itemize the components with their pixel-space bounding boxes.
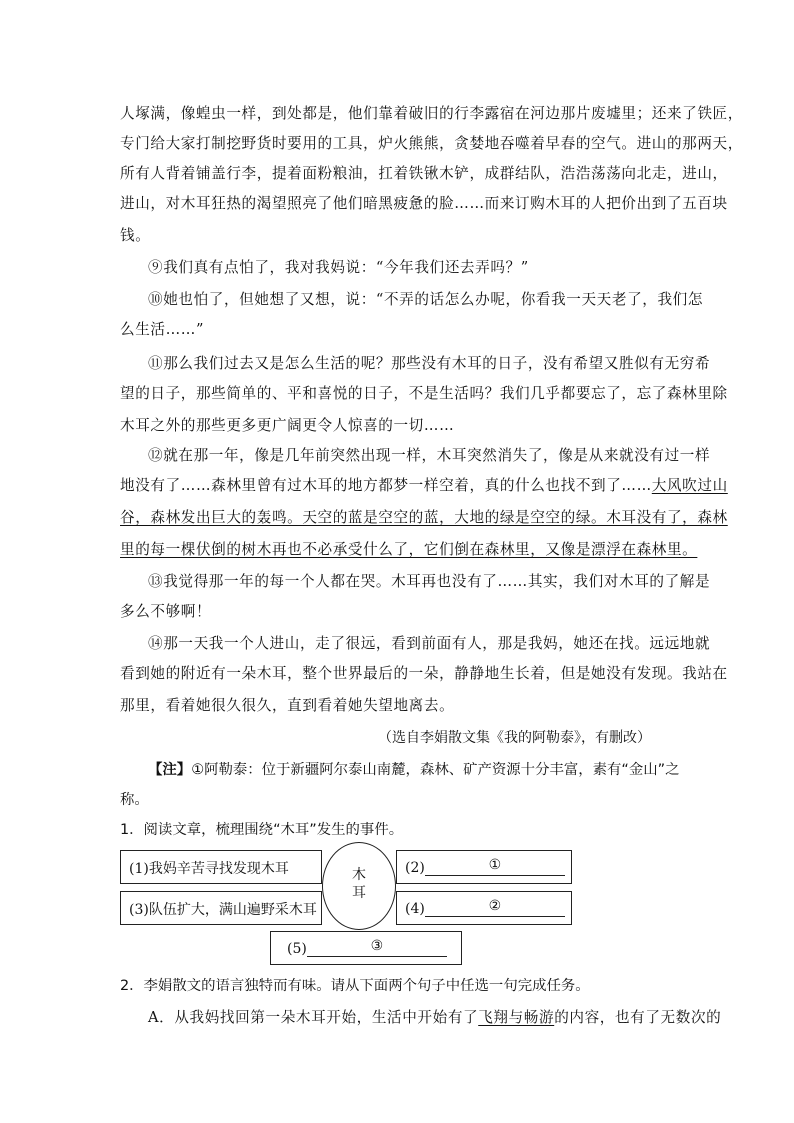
passage-line: 专门给大家打制挖野货时要用的工具，炉火熊熊，贪婪地吞噬着早春的空气。进山的那两天， bbox=[120, 135, 743, 152]
paragraph-10-cont: 么生活……” bbox=[120, 321, 205, 338]
paragraph-14-cont: 那里，看着她很久很久，直到看着她失望地离去。 bbox=[120, 697, 455, 714]
event-box-answer bbox=[405, 857, 565, 876]
answer-blank-3[interactable]: ③ bbox=[307, 938, 447, 957]
answer-blank-2[interactable]: ② bbox=[425, 898, 565, 917]
box-label: (5) bbox=[287, 941, 307, 957]
passage-line: 人塚满，像蝗虫一样，到处都是，他们靠着破旧的行李露宿在河边那片废墟里；还来了铁匠， bbox=[120, 105, 743, 122]
plain-text: 地没有了……森林里曾有过木耳的地方都梦一样空着，真的什么也找不到了…… bbox=[120, 477, 652, 494]
event-box-2 bbox=[396, 850, 572, 884]
paragraph-13-cont: 多么不够啊！ bbox=[120, 603, 212, 620]
paragraph-12: ⑫就在那一年，像是几年前突然出现一样，木耳突然消失了，像是从来就没有过一样 bbox=[148, 447, 711, 464]
footnote-label: 【注】 bbox=[148, 762, 192, 778]
event-box-4 bbox=[396, 891, 572, 925]
center-circle bbox=[322, 842, 396, 930]
paragraph-11-cont: 望的日子，那些简单的、平和喜悦的日子，不是生活吗？我们几乎都要忘了，忘了森林里除 bbox=[120, 385, 728, 402]
option-a bbox=[148, 1008, 721, 1028]
paragraph-10: ⑩她也怕了，但她想了又想，说：“不弄的话怎么办呢，你看我一天天老了，我们怎 bbox=[148, 291, 704, 308]
footnote-text: ①阿勒泰：位于新疆阿尔泰山南麓，森林、矿产资源十分丰富，素有“金山”之 bbox=[191, 762, 680, 778]
passage-line: 钱。 bbox=[120, 227, 151, 244]
paragraph-11-cont: 木耳之外的那些更多更广阔更令人惊喜的一切…… bbox=[120, 417, 455, 434]
paragraph-14-cont: 看到她的附近有一朵木耳，整个世界最后的一朵，静静地生长着，但是她没有发现。我站在 bbox=[120, 665, 728, 682]
option-a-text: 的内容，也有了无数次的 bbox=[554, 1009, 722, 1026]
circle-char: 耳 bbox=[352, 885, 366, 901]
underlined-sentence: 谷，森林发出巨大的轰鸣。天空的蓝是空空的蓝，大地的绿是空空的绿。木耳没有了，森林 bbox=[120, 509, 728, 526]
event-box-5 bbox=[270, 931, 462, 965]
paragraph-14: ⑭那一天我一个人进山，走了很远，看到前面有人，那是我妈，她还在找。远远地就 bbox=[148, 635, 711, 652]
paragraph-11: ⑪那么我们过去又是怎么生活的呢？那些没有木耳的日子，没有希望又胜似有无穷希 bbox=[148, 355, 711, 372]
box-label: (2) bbox=[405, 860, 425, 876]
event-box-text: (1)我妈辛苦寻找发现木耳 bbox=[129, 861, 289, 877]
footnote-cont: 称。 bbox=[120, 792, 149, 808]
question-2: 2．李娟散文的语言独特而有味。请从下面两个句子中任选一句完成任务。 bbox=[120, 978, 590, 994]
option-a-underlined: 飞翔与畅游 bbox=[478, 1009, 555, 1026]
option-a-text: A．从我妈找回第一朵木耳开始，生活中开始有了 bbox=[148, 1009, 479, 1026]
underlined-text: 大风吹过山 bbox=[651, 477, 728, 494]
paragraph-13: ⑬我觉得那一年的每一个人都在哭。木耳再也没有了……其实，我们对木耳的了解是 bbox=[148, 573, 711, 590]
event-box-text: (3)队伍扩大，满山遍野采木耳 bbox=[129, 902, 317, 918]
source-citation: （选自李娟散文集《我的阿勒泰》，有删改） bbox=[378, 730, 651, 746]
event-box-3 bbox=[120, 891, 322, 925]
paragraph-12-cont bbox=[120, 476, 728, 496]
passage-line: 所有人背着铺盖行李，提着面粉粮油，扛着铁锹木铲，成群结队，浩浩荡荡向北走，进山， bbox=[120, 165, 728, 182]
answer-blank-1[interactable]: ① bbox=[425, 857, 565, 876]
underlined-sentence: 里的每一棵伏倒的树木再也不必承受什么了，它们倒在森林里，又像是漂浮在森林里。 bbox=[120, 541, 698, 558]
event-box-1 bbox=[120, 850, 322, 884]
question-1: 1．阅读文章，梳理围绕“木耳”发生的事件。 bbox=[120, 822, 404, 838]
passage-line: 进山，对木耳狂热的渴望照亮了他们暗黑疲惫的脸……而来订购木耳的人把价出到了五百块 bbox=[120, 195, 728, 212]
box-label: (4) bbox=[405, 901, 425, 917]
circle-char: 木 bbox=[352, 867, 366, 883]
footnote bbox=[148, 760, 680, 780]
event-box-answer bbox=[405, 898, 565, 917]
event-box-answer bbox=[287, 938, 447, 957]
paragraph-9: ⑨我们真有点怕了，我对我妈说：“今年我们还去弄吗？” bbox=[148, 259, 529, 276]
